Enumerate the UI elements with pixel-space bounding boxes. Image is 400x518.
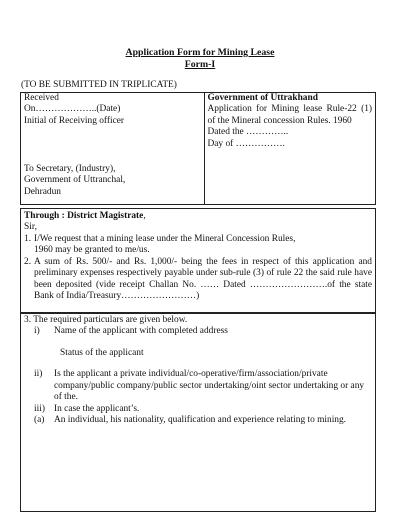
item-text: In case the applicant’s.: [54, 403, 140, 414]
request-table: [20, 208, 376, 313]
item-number: ii): [34, 369, 43, 380]
through-label: Through : District Magistrate: [24, 211, 144, 221]
receipt-cell: [21, 93, 205, 205]
item-text: An individual, his nationality, qualification and experience relating to mining.: [54, 415, 347, 426]
status-label: Status of the applicant: [60, 347, 144, 358]
applicant-status: [24, 348, 372, 359]
receiving-officer-initial: Initial of Receiving officer: [24, 115, 125, 126]
item-number: i): [34, 326, 40, 337]
application-rule-text: Application for Mining lease Rule-22 (1) of the Mineral concession Rules. 1960: [207, 104, 372, 126]
particulars-cell: [21, 314, 376, 512]
form-title: Application Form for Mining Lease: [125, 47, 275, 58]
day-line: Day of …………….: [207, 138, 285, 149]
item-text-line: I/We request that a mining lease under the Mineral Concession Rules,: [34, 233, 296, 244]
through-comma: ,: [143, 211, 146, 221]
item-text: A sum of Rs. 500/- and Rs. 1,000/- being the fees in respect of this application and preliminary expenses respectively payable under sub-rule (3) of rule 22 the said rule have been deposited (vide receipt Challan No. …… Dated …………………….of the state Bank of India/Treasury……………………): [34, 256, 372, 302]
request-cell: [21, 209, 376, 313]
address-line: To Secretary, (Industry),: [24, 164, 116, 174]
recipient-address: [24, 164, 125, 198]
salutation: Sir,: [24, 222, 37, 233]
receipt-table: [20, 92, 376, 205]
item-number: 2.: [24, 256, 32, 267]
government-cell: [204, 93, 376, 205]
through-line: [24, 211, 372, 222]
item-number: (a): [34, 415, 45, 426]
particulars-table: [20, 313, 376, 512]
request-item-1: [24, 234, 372, 257]
particular-item-i: [24, 326, 372, 337]
received-label: Received: [24, 93, 59, 103]
particulars-intro: 3. The required particulars are given below.: [24, 315, 188, 325]
item-number: 1.: [24, 233, 32, 244]
particular-item-iii: [24, 404, 372, 415]
item-text: [34, 234, 372, 257]
government-name: Government of Uttrakhand: [207, 93, 318, 103]
item-text: Name of the applicant with completed address: [54, 326, 228, 337]
item-text-line: 1960 may be granted to me/us.: [34, 245, 150, 256]
address-line: Government of Uttranchal,: [24, 175, 126, 186]
dated-line: Dated the …………..: [207, 127, 289, 138]
particular-item-a: [24, 415, 372, 426]
particular-item-ii: [24, 369, 372, 403]
form-number: Form-I: [184, 59, 216, 70]
address-line: Dehradun: [24, 186, 61, 197]
received-date: On………………..(Date): [24, 104, 121, 115]
request-item-2: [24, 257, 372, 303]
item-text: Is the applicant a private individual/co-operative/firm/association/private company/public company/public sector undertaking/oint sector undertaking or any of the.: [54, 369, 365, 403]
triplicate-note: (TO BE SUBMITTED IN TRIPLICATE): [21, 80, 177, 90]
item-number: iii): [34, 403, 45, 414]
